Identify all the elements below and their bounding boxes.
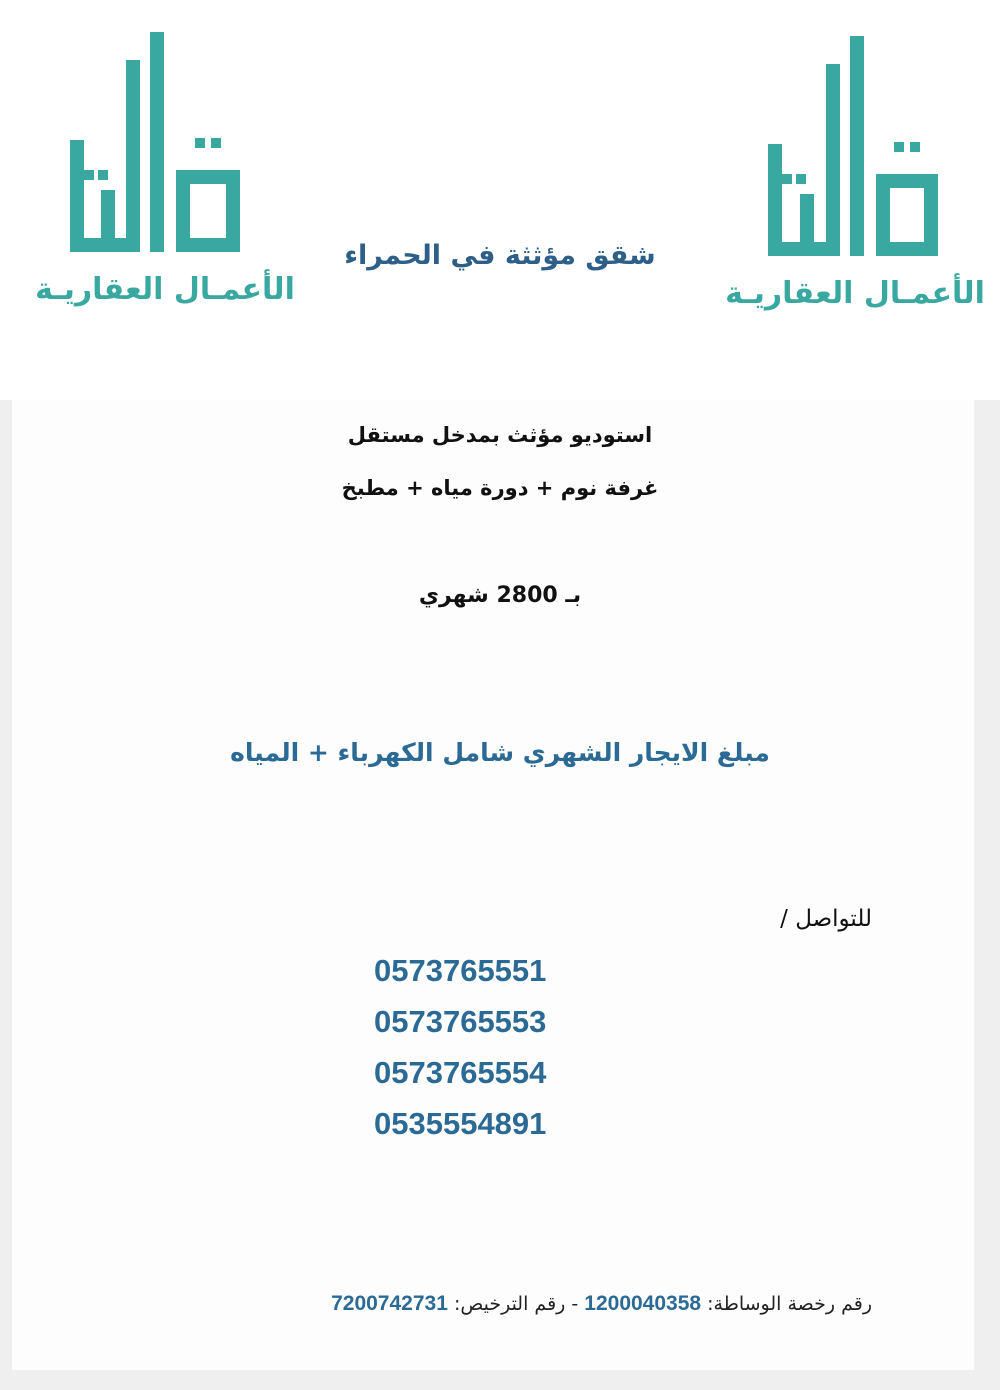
phone-number[interactable]: 0573765553 [374, 1004, 547, 1039]
phone-number[interactable]: 0535554891 [374, 1106, 547, 1141]
license-label: رقم الترخيص: [453, 1293, 566, 1315]
phone-list [374, 949, 634, 1153]
brokerage-license-label: رقم رخصة الوساطة: [707, 1293, 872, 1315]
listing-rent-note: مبلغ الايجار الشهري شامل الكهرباء + المياه [230, 738, 770, 767]
listing-line-rooms: غرفة نوم + دورة مياه + مطبخ [341, 476, 659, 500]
phone-number[interactable]: 0573765551 [374, 953, 547, 988]
listing-price: بـ 2800 شهري [418, 583, 582, 608]
contact-label: للتواصل / [780, 906, 872, 932]
logo-right [690, 24, 1000, 344]
logo-wordmark-graphic [0, 20, 330, 270]
footer-separator: - [571, 1293, 579, 1315]
document-sheet [12, 400, 974, 1370]
listing-line-studio: استوديو مؤثث بمدخل مستقل [347, 423, 653, 447]
logo-caption: الأعمـال العقاريـة [725, 276, 985, 311]
page-title: شقق مؤثثة في الحمراء [344, 240, 656, 271]
license-number: 7200742731 [331, 1292, 448, 1315]
logo-left [0, 20, 330, 340]
logo-wordmark-graphic [690, 24, 1000, 274]
logo-caption: الأعمـال العقاريـة [35, 272, 295, 307]
phone-number[interactable]: 0573765554 [374, 1055, 547, 1090]
brokerage-license-number: 1200040358 [584, 1292, 702, 1315]
license-footer [331, 1292, 872, 1316]
